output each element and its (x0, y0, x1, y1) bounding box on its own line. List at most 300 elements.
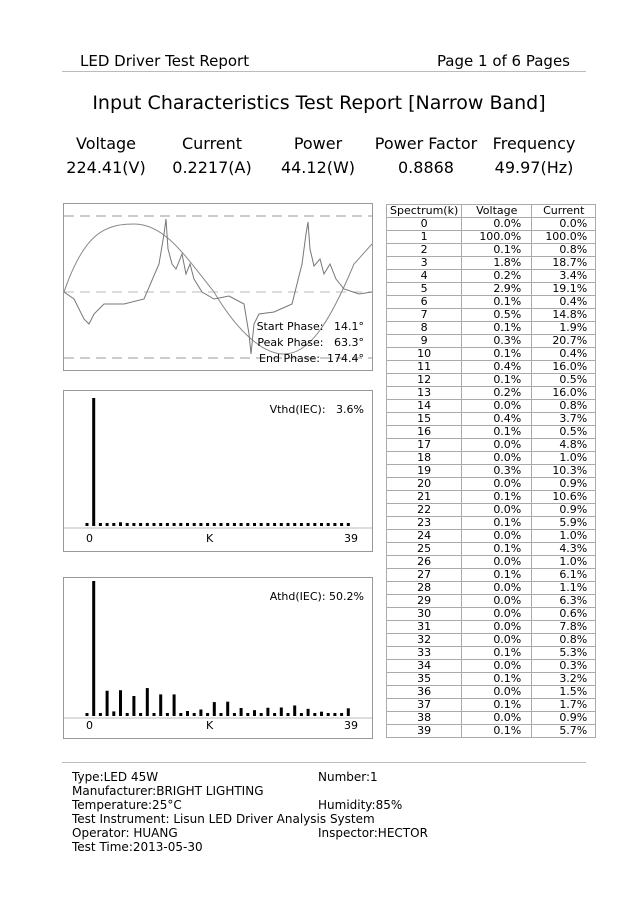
frequency-label: Frequency (492, 134, 576, 153)
current-measurement (166, 134, 258, 177)
voltage-harmonic-bar-33 (307, 523, 310, 526)
current-cell: 0.9% (532, 504, 596, 517)
voltage-harmonic-bar-38 (340, 523, 343, 526)
voltage-harmonic-bar-26 (260, 523, 263, 526)
current-harmonic-bar-12 (166, 713, 169, 716)
vthd-readout (270, 403, 364, 416)
spectrum-k-cell: 7 (387, 309, 462, 322)
athd-k-end: 39 (344, 719, 358, 732)
current-waveform (64, 219, 372, 354)
current-cell: 5.7% (532, 725, 596, 738)
current-cell: 0.4% (532, 296, 596, 309)
current-cell: 7.8% (532, 621, 596, 634)
table-row (387, 465, 596, 478)
start-phase-value: 14.1° (334, 320, 364, 333)
voltage-cell: 0.0% (462, 218, 532, 231)
current-cell: 1.5% (532, 686, 596, 699)
test-instrument: Test Instrument: Lisun LED Driver Analysis System (72, 812, 375, 826)
voltage-harmonic-bar-4 (112, 523, 115, 526)
current-cell: 0.5% (532, 374, 596, 387)
voltage-cell: 0.1% (462, 426, 532, 439)
current-harmonic-bar-5 (119, 690, 122, 716)
table-row (387, 504, 596, 517)
current-cell: 3.2% (532, 673, 596, 686)
current-cell: 0.8% (532, 244, 596, 257)
spectrum-k-cell: 27 (387, 569, 462, 582)
table-row (387, 439, 596, 452)
power-measurement (272, 134, 364, 177)
voltage-harmonic-bar-18 (206, 523, 209, 526)
current-harmonic-bar-24 (246, 713, 249, 716)
voltage-cell: 0.0% (462, 439, 532, 452)
table-row (387, 543, 596, 556)
athd-value: 50.2% (329, 590, 364, 603)
current-cell: 1.0% (532, 556, 596, 569)
spectrum-k-cell: 31 (387, 621, 462, 634)
table-row (387, 621, 596, 634)
voltage-harmonic-bar-9 (146, 523, 149, 526)
current-harmonic-bar-21 (226, 702, 229, 716)
current-cell: 3.4% (532, 270, 596, 283)
current-harmonic-bar-8 (139, 713, 142, 716)
vthd-k-start: 0 (86, 532, 93, 545)
voltage-harmonic-bar-22 (233, 523, 236, 526)
current-cell: 0.4% (532, 348, 596, 361)
table-row (387, 426, 596, 439)
report-header-title: LED Driver Test Report (80, 52, 250, 70)
vthd-k-label: K (206, 532, 214, 545)
voltage-cell: 0.0% (462, 530, 532, 543)
voltage-cell: 0.1% (462, 296, 532, 309)
spectrum-k-cell: 14 (387, 400, 462, 413)
voltage-harmonics-panel (63, 390, 373, 552)
voltage-cell: 0.2% (462, 387, 532, 400)
athd-readout (270, 590, 364, 603)
waveform-panel (63, 203, 373, 371)
current-harmonic-bar-10 (153, 713, 156, 716)
table-row (387, 296, 596, 309)
voltage-cell: 0.1% (462, 725, 532, 738)
voltage-cell: 0.1% (462, 543, 532, 556)
voltage-harmonic-bar-31 (293, 523, 296, 526)
spectrum-k-cell: 21 (387, 491, 462, 504)
voltage-cell: 0.0% (462, 712, 532, 725)
spectrum-k-cell: 3 (387, 257, 462, 270)
voltage-value: 224.41(V) (66, 158, 146, 177)
table-row (387, 530, 596, 543)
table-row (387, 699, 596, 712)
voltage-harmonic-bar-8 (139, 523, 142, 526)
voltage-harmonic-bar-36 (327, 523, 330, 526)
current-harmonic-bar-38 (340, 713, 343, 716)
start-phase (257, 320, 364, 333)
current-harmonic-bar-13 (173, 694, 176, 716)
voltage-cell: 0.1% (462, 322, 532, 335)
table-row (387, 686, 596, 699)
peak-phase-label: Peak Phase: (257, 336, 324, 349)
current-cell: 20.7% (532, 335, 596, 348)
voltage-cell: 0.0% (462, 660, 532, 673)
operator: Operator: HUANG (72, 826, 178, 840)
table-row (387, 582, 596, 595)
voltage-harmonic-bar-16 (193, 523, 196, 526)
athd-k-start: 0 (86, 719, 93, 732)
spectrum-k-cell: 36 (387, 686, 462, 699)
end-phase-value: 174.4° (327, 352, 364, 365)
current-cell: 1.0% (532, 452, 596, 465)
spectrum-k-cell: 15 (387, 413, 462, 426)
voltage-cell: 2.9% (462, 283, 532, 296)
spectrum-k-cell: 24 (387, 530, 462, 543)
current-harmonic-bar-29 (280, 707, 283, 716)
vthd-value: 3.6% (336, 403, 364, 416)
current-harmonic-bar-7 (132, 696, 135, 716)
power-label: Power (293, 134, 343, 153)
table-row (387, 491, 596, 504)
spectrum-k-cell: 33 (387, 647, 462, 660)
voltage-cell: 0.1% (462, 348, 532, 361)
voltage-harmonic-bar-19 (213, 523, 216, 526)
table-row (387, 283, 596, 296)
voltage-cell: 0.1% (462, 699, 532, 712)
table-row (387, 270, 596, 283)
voltage-harmonic-bar-5 (119, 522, 122, 526)
current-harmonic-bar-17 (199, 710, 202, 716)
current-cell: 10.3% (532, 465, 596, 478)
table-row (387, 556, 596, 569)
voltage-harmonic-bar-30 (287, 523, 290, 526)
spectrum-k-cell: 25 (387, 543, 462, 556)
table-row (387, 244, 596, 257)
voltage-harmonic-bar-12 (166, 523, 169, 526)
table-row (387, 478, 596, 491)
voltage-cell: 0.0% (462, 621, 532, 634)
voltage-harmonic-bar-6 (126, 523, 129, 526)
voltage-cell: 0.0% (462, 556, 532, 569)
voltage-harmonic-bar-10 (153, 523, 156, 526)
voltage-cell: 0.0% (462, 595, 532, 608)
voltage-harmonic-bar-3 (106, 523, 109, 526)
spectrum-k-cell: 10 (387, 348, 462, 361)
voltage-cell: 1.8% (462, 257, 532, 270)
current-cell: 19.1% (532, 283, 596, 296)
spectrum-k-cell: 0 (387, 218, 462, 231)
voltage-measurement (60, 134, 152, 177)
voltage-cell: 0.5% (462, 309, 532, 322)
table-row (387, 660, 596, 673)
page-indicator: Page 1 of 6 Pages (436, 52, 570, 70)
voltage-harmonic-bar-17 (199, 523, 202, 526)
current-cell: 1.7% (532, 699, 596, 712)
athd-k-label: K (206, 719, 214, 732)
current-cell: 100.0% (532, 231, 596, 244)
device-number: Number:1 (318, 770, 378, 784)
current-cell: 0.5% (532, 426, 596, 439)
vthd-k-end: 39 (344, 532, 358, 545)
current-cell: 0.6% (532, 608, 596, 621)
voltage-cell: 0.0% (462, 634, 532, 647)
current-harmonic-bar-14 (179, 713, 182, 716)
current-harmonic-bar-31 (293, 705, 296, 716)
voltage-cell: 0.0% (462, 686, 532, 699)
current-harmonic-bar-34 (313, 713, 316, 716)
spectrum-k-cell: 26 (387, 556, 462, 569)
current-harmonic-bar-4 (112, 711, 115, 716)
spectrum-k-cell: 20 (387, 478, 462, 491)
current-harmonic-bar-20 (220, 713, 223, 716)
current-cell: 0.9% (532, 478, 596, 491)
voltage-harmonic-bar-29 (280, 523, 283, 526)
vthd-label: Vthd(IEC): (269, 403, 326, 416)
table-row (387, 647, 596, 660)
frequency-measurement (488, 134, 580, 177)
temperature: Temperature:25°C (72, 798, 182, 812)
voltage-harmonic-bar-32 (300, 523, 303, 526)
table-row (387, 374, 596, 387)
voltage-cell: 0.0% (462, 478, 532, 491)
start-phase-label: Start Phase: (256, 320, 324, 333)
voltage-harmonic-bar-24 (246, 523, 249, 526)
table-row (387, 673, 596, 686)
current-cell: 16.0% (532, 387, 596, 400)
voltage-cell: 0.1% (462, 491, 532, 504)
current-cell: 14.8% (532, 309, 596, 322)
power-value: 44.12(W) (280, 158, 356, 177)
current-cell: 18.7% (532, 257, 596, 270)
spectrum-k-cell: 6 (387, 296, 462, 309)
voltage-cell: 0.0% (462, 608, 532, 621)
current-cell: 0.3% (532, 660, 596, 673)
voltage-label: Voltage (75, 134, 136, 153)
current-harmonic-bar-16 (193, 713, 196, 716)
current-harmonic-bar-1 (92, 581, 95, 716)
table-row (387, 335, 596, 348)
current-harmonic-bar-2 (99, 713, 102, 716)
spectrum-k-cell: 13 (387, 387, 462, 400)
current-cell: 4.3% (532, 543, 596, 556)
table-row (387, 218, 596, 231)
table-row (387, 634, 596, 647)
end-phase (259, 352, 364, 365)
table-row (387, 348, 596, 361)
voltage-cell: 100.0% (462, 231, 532, 244)
table-row (387, 309, 596, 322)
spectrum-k-cell: 5 (387, 283, 462, 296)
voltage-cell: 0.0% (462, 504, 532, 517)
spectrum-k-cell: 30 (387, 608, 462, 621)
current-cell: 16.0% (532, 361, 596, 374)
current-cell: 1.0% (532, 530, 596, 543)
current-harmonic-bar-30 (287, 713, 290, 716)
spectrum-k-cell: 12 (387, 374, 462, 387)
test-time: Test Time:2013-05-30 (72, 840, 203, 854)
current-cell: 0.9% (532, 712, 596, 725)
current-cell: 0.8% (532, 634, 596, 647)
table-row (387, 595, 596, 608)
voltage-harmonic-bar-39 (347, 523, 350, 526)
voltage-cell: 0.1% (462, 517, 532, 530)
voltage-cell: 0.0% (462, 582, 532, 595)
current-cell: 1.9% (532, 322, 596, 335)
header-divider (62, 71, 586, 72)
voltage-harmonic-bar-2 (99, 523, 102, 526)
current-harmonic-bar-6 (126, 713, 129, 716)
spectrum-k-cell: 37 (387, 699, 462, 712)
current-harmonics-panel (63, 577, 373, 739)
table-row (387, 322, 596, 335)
spectrum-k-cell: 39 (387, 725, 462, 738)
current-harmonic-bar-18 (206, 713, 209, 716)
voltage-cell: 0.4% (462, 361, 532, 374)
current-harmonic-bar-28 (273, 713, 276, 716)
current-harmonic-bar-37 (333, 713, 336, 716)
spectrum-table (386, 204, 596, 738)
current-cell: 1.1% (532, 582, 596, 595)
voltage-waveform (64, 224, 372, 354)
table-row (387, 413, 596, 426)
current-value: 0.2217(A) (172, 158, 252, 177)
voltage-harmonic-bar-25 (253, 523, 256, 526)
current-cell: 0.8% (532, 400, 596, 413)
voltage-cell: 0.1% (462, 647, 532, 660)
voltage-cell: 0.1% (462, 569, 532, 582)
manufacturer: Manufacturer:BRIGHT LIGHTING (72, 784, 264, 798)
voltage-harmonic-bar-21 (226, 523, 229, 526)
inspector: Inspector:HECTOR (318, 826, 428, 840)
current-harmonic-bar-11 (159, 694, 162, 716)
current-harmonic-bar-0 (86, 713, 89, 716)
voltage-harmonic-bar-0 (86, 523, 89, 526)
current-harmonic-bar-22 (233, 713, 236, 716)
voltage-cell: 0.1% (462, 244, 532, 257)
power-factor-measurement (372, 134, 480, 177)
humidity: Humidity:85% (318, 798, 403, 812)
table-row (387, 712, 596, 725)
current-cell: 0.0% (532, 218, 596, 231)
spectrum-k-cell: 18 (387, 452, 462, 465)
voltage-cell: 0.3% (462, 465, 532, 478)
table-row (387, 400, 596, 413)
spectrum-header-row (387, 205, 596, 218)
spectrum-k-cell: 16 (387, 426, 462, 439)
athd-label: Athd(IEC): (269, 590, 326, 603)
spectrum-k-cell: 34 (387, 660, 462, 673)
col-current: Current (532, 205, 596, 218)
table-row (387, 517, 596, 530)
page-title: Input Characteristics Test Report [Narrow Band] (92, 92, 546, 114)
spectrum-k-cell: 29 (387, 595, 462, 608)
footer-divider (62, 762, 586, 763)
voltage-harmonic-bar-37 (333, 523, 336, 526)
spectrum-k-cell: 17 (387, 439, 462, 452)
spectrum-k-cell: 4 (387, 270, 462, 283)
voltage-harmonic-bar-27 (266, 523, 269, 526)
table-row (387, 452, 596, 465)
table-row (387, 231, 596, 244)
spectrum-k-cell: 22 (387, 504, 462, 517)
spectrum-k-cell: 19 (387, 465, 462, 478)
voltage-harmonic-bar-7 (132, 523, 135, 526)
current-harmonic-bar-35 (320, 712, 323, 716)
peak-phase (257, 336, 364, 349)
spectrum-k-cell: 2 (387, 244, 462, 257)
table-row (387, 608, 596, 621)
spectrum-k-cell: 9 (387, 335, 462, 348)
voltage-harmonic-bar-34 (313, 523, 316, 526)
col-spectrum-k: Spectrum(k) (387, 205, 462, 218)
voltage-cell: 0.4% (462, 413, 532, 426)
current-cell: 6.1% (532, 569, 596, 582)
voltage-harmonic-bar-23 (240, 523, 243, 526)
current-cell: 4.8% (532, 439, 596, 452)
voltage-harmonic-bar-11 (159, 523, 162, 526)
voltage-harmonic-bar-14 (179, 523, 182, 526)
voltage-harmonic-bar-28 (273, 523, 276, 526)
current-label: Current (181, 134, 243, 153)
spectrum-k-cell: 23 (387, 517, 462, 530)
voltage-harmonic-bar-15 (186, 523, 189, 526)
current-harmonic-bar-27 (266, 708, 269, 716)
current-harmonic-bar-19 (213, 702, 216, 716)
current-cell: 3.7% (532, 413, 596, 426)
end-phase-label: End Phase: (259, 352, 320, 365)
voltage-harmonic-bar-1 (92, 398, 95, 526)
voltage-cell: 0.0% (462, 400, 532, 413)
current-cell: 5.9% (532, 517, 596, 530)
spectrum-k-cell: 38 (387, 712, 462, 725)
spectrum-k-cell: 35 (387, 673, 462, 686)
current-harmonic-bar-26 (260, 713, 263, 716)
current-harmonic-bar-9 (146, 688, 149, 716)
current-harmonic-bar-36 (327, 713, 330, 716)
col-voltage: Voltage (462, 205, 532, 218)
current-harmonic-bar-32 (300, 713, 303, 716)
peak-phase-value: 63.3° (334, 336, 364, 349)
table-row (387, 257, 596, 270)
current-harmonic-bar-33 (307, 709, 310, 716)
table-row (387, 361, 596, 374)
current-harmonic-bar-15 (186, 711, 189, 716)
voltage-cell: 0.2% (462, 270, 532, 283)
current-harmonic-bar-25 (253, 710, 256, 716)
device-type: Type:LED 45W (72, 770, 159, 784)
table-row (387, 725, 596, 738)
spectrum-k-cell: 28 (387, 582, 462, 595)
voltage-cell: 0.0% (462, 452, 532, 465)
voltage-harmonic-bar-13 (173, 523, 176, 526)
spectrum-k-cell: 8 (387, 322, 462, 335)
voltage-cell: 0.1% (462, 673, 532, 686)
voltage-harmonic-bar-20 (220, 523, 223, 526)
current-cell: 10.6% (532, 491, 596, 504)
table-row (387, 387, 596, 400)
spectrum-k-cell: 1 (387, 231, 462, 244)
power-factor-label: Power Factor (374, 134, 478, 153)
voltage-harmonic-bar-35 (320, 523, 323, 526)
frequency-value: 49.97(Hz) (494, 158, 574, 177)
current-harmonic-bar-39 (347, 708, 350, 716)
table-row (387, 569, 596, 582)
power-factor-value: 0.8868 (398, 158, 454, 177)
current-harmonic-bar-23 (240, 708, 243, 716)
spectrum-k-cell: 32 (387, 634, 462, 647)
current-harmonic-bar-3 (106, 691, 109, 716)
voltage-cell: 0.1% (462, 374, 532, 387)
voltage-cell: 0.3% (462, 335, 532, 348)
current-cell: 6.3% (532, 595, 596, 608)
spectrum-k-cell: 11 (387, 361, 462, 374)
current-cell: 5.3% (532, 647, 596, 660)
